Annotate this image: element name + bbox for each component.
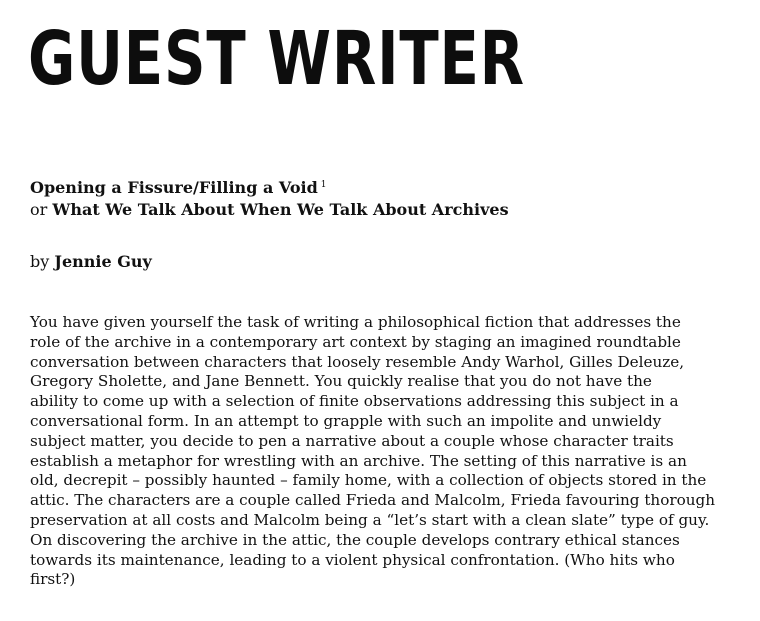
body-line: role of the archive in a contemporary art context by staging an imagined roundtable	[30, 332, 681, 351]
subtitle-prefix: or	[30, 200, 48, 219]
body-line: old, decrepit – possibly haunted – family home, with a collection of objects stored in the	[30, 471, 707, 490]
article-title-line	[30, 177, 730, 199]
body-line: You have given yourself the task of writing a philosophical fiction that addresses the	[30, 313, 681, 331]
body-line: conversation between characters that loosely resemble Andy Warhol, Gilles Deleuze,	[30, 352, 685, 371]
body-line: Gregory Sholette, and Jane Bennett. You quickly realise that you do not have the	[30, 372, 652, 391]
body-line: attic. The characters are a couple called Frieda and Malcolm, Frieda favouring thorough	[30, 491, 716, 510]
body-line: first?)	[30, 570, 76, 589]
article-subtitle: What We Talk About When We Talk About Archives	[52, 200, 509, 219]
article-title: Opening a Fissure/Filling a Void	[30, 178, 318, 197]
article-body	[30, 313, 735, 590]
body-line: conversational form. In an attempt to grapple with such an impolite and unwieldy	[30, 411, 662, 430]
body-line: ability to come up with a selection of finite observations addressing this subject in a	[30, 392, 679, 411]
article-title-block	[30, 177, 730, 221]
byline-prefix: by	[30, 252, 50, 271]
body-line: establish a metaphor for wrestling with an archive. The setting of this narrative is an	[30, 451, 687, 470]
body-line: towards its maintenance, leading to a violent physical confrontation. (Who hits who	[30, 550, 675, 569]
byline	[30, 251, 152, 273]
author-name: Jennie Guy	[54, 252, 152, 271]
article-subtitle-line	[30, 199, 730, 221]
footnote-marker[interactable]: 1	[320, 179, 327, 190]
masthead-title: GUEST WRITER	[28, 16, 525, 102]
body-line: subject matter, you decide to pen a narrative about a couple whose character traits	[30, 431, 674, 450]
body-line: preservation at all costs and Malcolm being a “let’s start with a clean slate” type of guy.	[30, 510, 710, 529]
body-line: On discovering the archive in the attic, the couple develops contrary ethical stances	[30, 530, 680, 549]
